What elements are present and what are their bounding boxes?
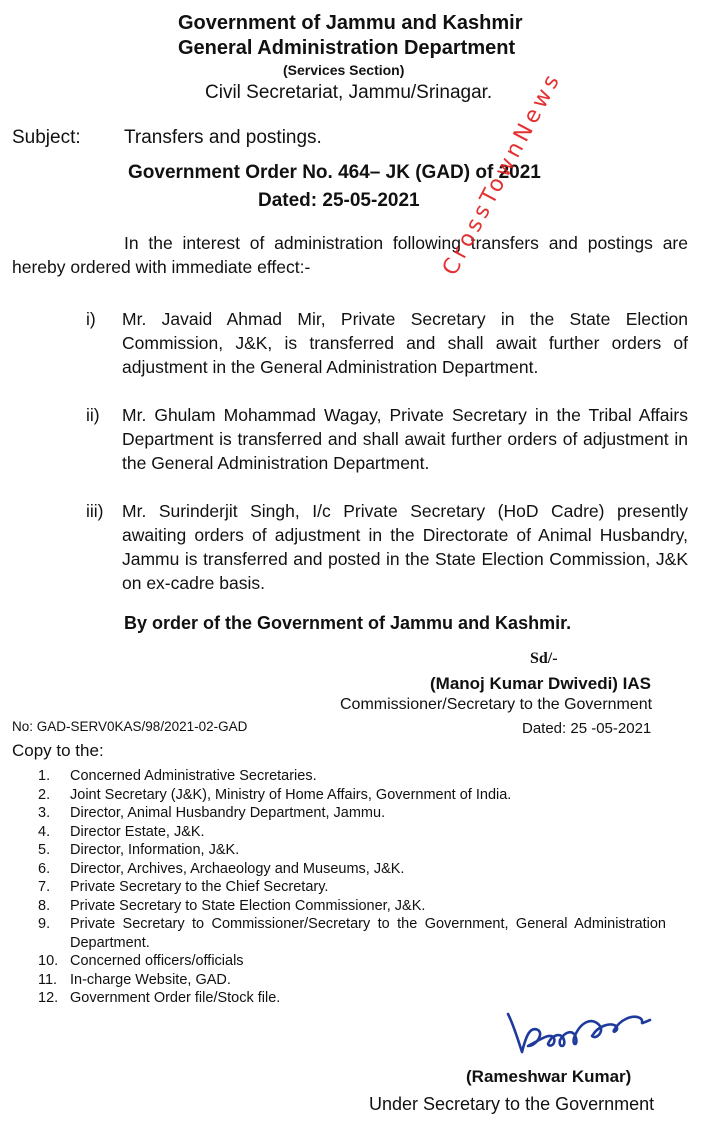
- item-1-number: i): [86, 309, 96, 329]
- item-3-number: iii): [86, 501, 104, 521]
- list-item: 6. Director, Archives, Archaeology and Museums, J&K.: [38, 860, 405, 877]
- list-item: 2. Joint Secretary (J&K), Ministry of Home Affairs, Government of India.: [38, 786, 512, 803]
- sd-mark: Sd/-: [530, 650, 558, 667]
- list-item: 11. In-charge Website, GAD.: [38, 971, 231, 988]
- list-item: 5. Director, Information, J&K.: [38, 842, 240, 858]
- copy-to-title: Copy to the:: [12, 741, 104, 760]
- list-item: 7. Private Secretary to the Chief Secretary.: [38, 879, 329, 895]
- handwritten-signature: [500, 996, 660, 1062]
- item-1-text: Mr. Javaid Ahmad Mir, Private Secretary in the State Election Commission, J&K, is transferred and shall await further orders of adjustment in the General Administration Department.: [122, 309, 688, 377]
- watermark-text: CrossTownNews: [438, 67, 567, 280]
- copy-to-list: [38, 767, 666, 1008]
- order-number: Government Order No. 464– JK (GAD) of 2021: [128, 162, 541, 183]
- list-item: 12. Government Order file/Stock file.: [38, 990, 281, 1006]
- intro-paragraph: In the interest of administration following transfers and postings are hereby ordered with immediate effect:-: [12, 233, 688, 277]
- signatory-designation: Commissioner/Secretary to the Government: [340, 696, 653, 713]
- item-3-text: Mr. Surinderjit Singh, I/c Private Secretary (HoD Cadre) presently awaiting orders of adjustment in the Directorate of Animal Husbandry, Jammu is transferred and posted in the State Election Commission, J&K on ex-cadre basis.: [122, 501, 688, 593]
- header-section: (Services Section): [283, 62, 405, 78]
- by-order-line: By order of the Government of Jammu and Kashmir.: [124, 613, 572, 633]
- signatory-name: (Manoj Kumar Dwivedi) IAS: [430, 674, 652, 693]
- signatory-date: Dated: 25 -05-2021: [522, 720, 652, 737]
- subject-text: Transfers and postings.: [124, 127, 322, 148]
- list-item: 10. Concerned officers/officials: [38, 953, 244, 969]
- subject-label: Subject:: [12, 127, 81, 148]
- item-2-number: ii): [86, 405, 100, 425]
- item-2-text: Mr. Ghulam Mohammad Wagay, Private Secretary in the Tribal Affairs Department is transferred and shall await further orders of adjustment in the General Administration Department.: [122, 405, 688, 473]
- header-department: General Administration Department: [178, 37, 516, 59]
- list-item: 1. Concerned Administrative Secretaries.: [38, 768, 317, 784]
- under-secretary-name: (Rameshwar Kumar): [466, 1067, 632, 1086]
- under-secretary-designation: Under Secretary to the Government: [369, 1094, 655, 1114]
- header-government: Government of Jammu and Kashmir: [178, 12, 523, 34]
- order-date: Dated: 25-05-2021: [258, 190, 420, 211]
- list-item: 8. Private Secretary to State Election Commissioner, J&K.: [38, 897, 426, 914]
- list-item: 4. Director Estate, J&K.: [38, 823, 205, 840]
- list-item: 3. Director, Animal Husbandry Department, Jammu.: [38, 805, 386, 821]
- reference-number: No: GAD-SERV0KAS/98/2021-02-GAD: [12, 719, 248, 734]
- header-address: Civil Secretariat, Jammu/Srinagar.: [205, 82, 493, 103]
- list-item: 9. Private Secretary to Commissioner/Secretary to the Government, General Administration Department.: [38, 916, 666, 951]
